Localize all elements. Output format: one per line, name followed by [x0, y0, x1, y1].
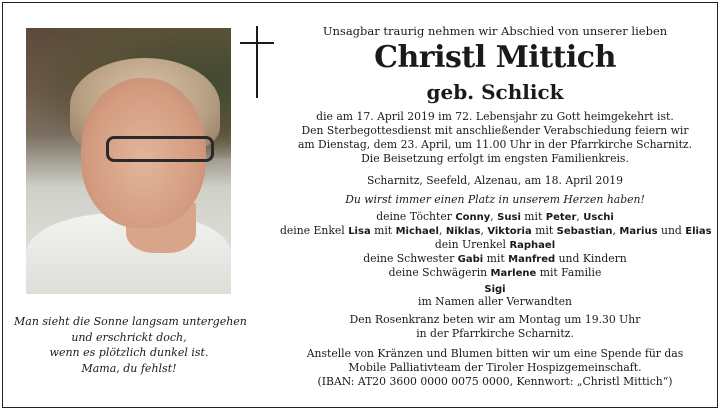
donation-line: Anstelle von Kränzen und Blumen bitten wir um eine Spende für das	[306, 347, 684, 360]
maiden-name: geb. Schlick	[426, 80, 564, 104]
place-date: Scharnitz, Seefeld, Alzenau, am 18. April 2019	[366, 174, 623, 187]
poem-line: Man sieht die Sonne langsam untergehen	[14, 315, 247, 328]
rosary-line: Den Rosenkranz beten wir am Montag um 19.30 Uhr	[349, 313, 641, 326]
family-daughters: deine Töchter Conny, Susi mit Peter, Uschi	[376, 210, 614, 223]
family-sister: deine Schwester Gabi mit Manfred und Kindern	[363, 252, 627, 265]
poem-line: wenn es plötzlich dunkel ist.	[49, 346, 209, 359]
rosary-line: in der Pfarrkirche Scharnitz.	[416, 327, 574, 340]
family-sigi: Sigi	[484, 284, 506, 295]
poem-line: Mama, du fehlst!	[81, 361, 177, 375]
poem	[14, 314, 247, 376]
announcement-line: Den Sterbegottesdienst mit anschließender Verabschiedung feiern wir	[301, 124, 689, 137]
cross-icon-bar	[240, 42, 274, 44]
family-sister-in-law: deine Schwägerin Marlene mit Familie	[388, 266, 602, 279]
poem-line: und erschrickt doch,	[71, 330, 187, 344]
quote: Du wirst immer einen Platz in unserem Herzen haben!	[345, 193, 645, 206]
family-relatives: im Namen aller Verwandten	[418, 295, 572, 308]
donation-line: (IBAN: AT20 3600 0000 0075 0000, Kennwort: „Christl Mittich“)	[317, 375, 673, 388]
announcement-line: die am 17. April 2019 im 72. Lebensjahr zu Gott heimgekehrt ist.	[316, 110, 674, 123]
glasses-icon	[106, 136, 214, 162]
intro-line: Unsagbar traurig nehmen wir Abschied von unserer lieben	[322, 24, 668, 38]
announcement-line: am Dienstag, dem 23. April, um 11.00 Uhr in der Pfarrkirche Scharnitz.	[297, 138, 693, 151]
family-great-grandchild: dein Urenkel Raphael	[434, 238, 556, 251]
portrait-photo	[26, 28, 231, 294]
donation-line: Mobile Palliativteam der Tiroler Hospizgemeinschaft.	[348, 361, 642, 374]
cross-icon	[256, 26, 258, 98]
deceased-name: Christl Mittich	[374, 40, 616, 75]
announcement-line: Die Beisetzung erfolgt im engsten Familienkreis.	[361, 152, 629, 165]
family-grandchildren: deine Enkel Lisa mit Michael, Niklas, Viktoria mit Sebastian, Marius und Elias	[280, 224, 712, 237]
